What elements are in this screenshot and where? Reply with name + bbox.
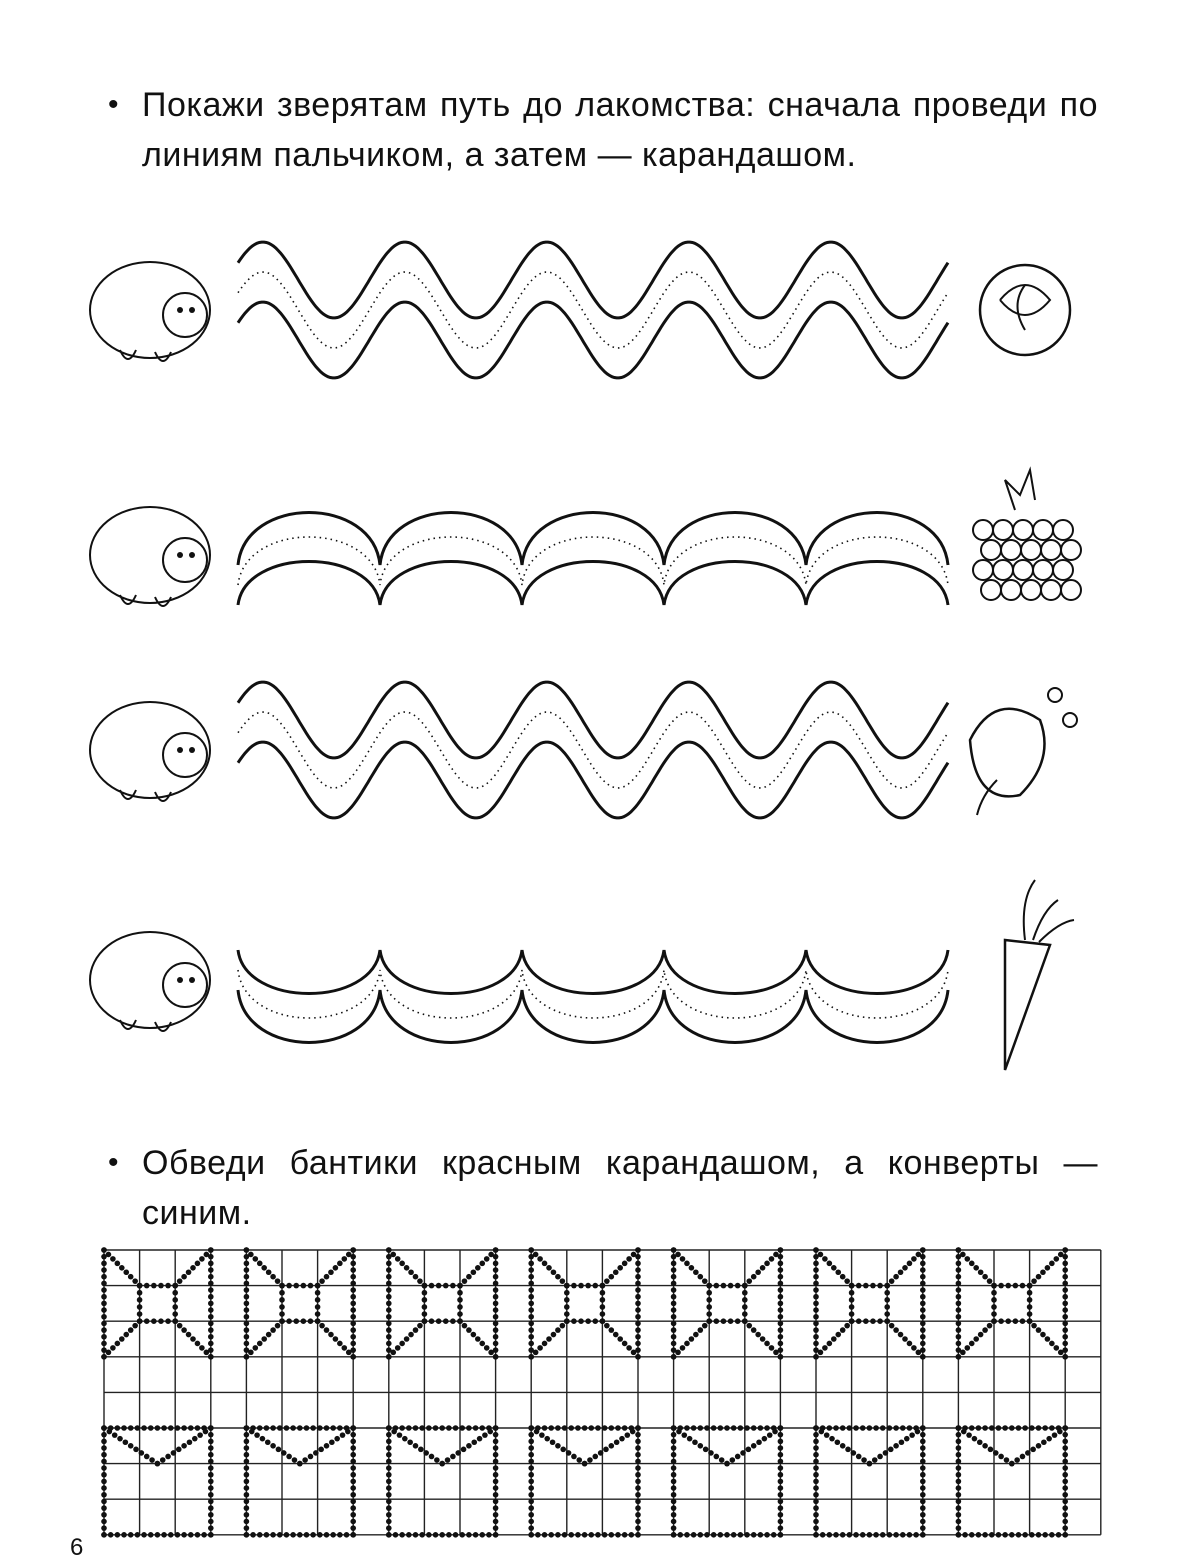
bow-shape[interactable] (244, 1247, 356, 1359)
bullet: • (108, 1146, 120, 1179)
path-row-hedgehog (90, 470, 1081, 606)
envelope-shape[interactable] (244, 1425, 356, 1537)
cabbage-icon (980, 265, 1070, 355)
path-dotted-guide (238, 272, 948, 348)
trace-path[interactable] (238, 242, 948, 378)
path-row-bunny (90, 880, 1074, 1070)
path-lower-line (238, 562, 948, 606)
path-row-sheep (90, 682, 1077, 818)
bow-shape[interactable] (386, 1247, 498, 1359)
sheep-icon (90, 702, 210, 801)
tulip-icon (970, 688, 1077, 815)
trace-path[interactable] (238, 513, 948, 606)
bullet: • (108, 88, 120, 121)
path-upper-line (238, 513, 948, 566)
instruction-text: Обведи бантики красным карандашом, а конверты — синим. (142, 1144, 1098, 1232)
envelope-shape[interactable] (101, 1425, 213, 1537)
instruction-bows-envelopes (108, 1138, 1098, 1238)
envelope-shape[interactable] (956, 1425, 1068, 1537)
envelope-shape[interactable] (671, 1425, 783, 1537)
instruction-text: Покажи зверятам путь до лакомства: сначала проведи по линиям пальчиком, а затем — карандашом. (142, 86, 1098, 174)
page-number: 6 (70, 1534, 84, 1561)
hedgehog-icon (90, 507, 210, 606)
envelope-shape[interactable] (528, 1425, 640, 1537)
path-row-turtle (90, 242, 1070, 378)
instruction-tracing-paths (108, 80, 1098, 180)
raspberry-icon (973, 470, 1081, 600)
turtle-icon (90, 262, 210, 361)
envelope-shape[interactable] (386, 1425, 498, 1537)
bunny-icon (90, 932, 210, 1031)
bow-shape[interactable] (956, 1247, 1068, 1359)
bows-envelopes-grid (0, 1240, 1193, 1540)
path-upper-line (238, 950, 948, 994)
bow-shape[interactable] (528, 1247, 640, 1359)
carrot-icon (1005, 880, 1074, 1070)
envelope-shape[interactable] (813, 1425, 925, 1537)
trace-path[interactable] (238, 950, 948, 1043)
bow-shape[interactable] (101, 1247, 213, 1359)
tracing-exercise (0, 200, 1193, 1100)
path-rows (90, 242, 1081, 1070)
path-dotted-guide (238, 712, 948, 788)
trace-path[interactable] (238, 682, 948, 818)
path-lower-line (238, 990, 948, 1043)
bow-shape[interactable] (671, 1247, 783, 1359)
bow-shape[interactable] (813, 1247, 925, 1359)
